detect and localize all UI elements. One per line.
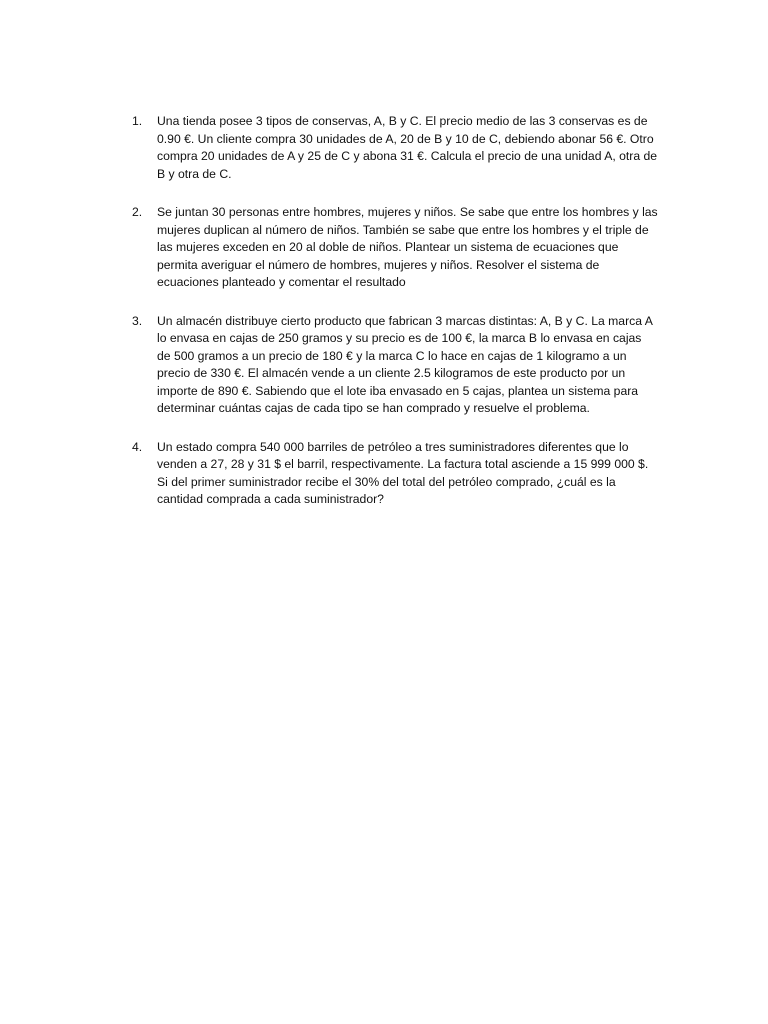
- problem-list: [132, 113, 658, 530]
- problem-item-1: [132, 113, 658, 183]
- problem-item-2: [132, 204, 658, 292]
- problem-item-3: [132, 313, 658, 418]
- problem-number: 3.: [132, 313, 143, 328]
- problem-number: 1.: [132, 114, 143, 128]
- problem-item-4: [132, 439, 658, 509]
- problem-number: 2.: [132, 205, 143, 219]
- problem-number: 4.: [132, 439, 143, 454]
- problem-text: Se juntan 30 personas entre hombres, mujeres y niños. Se sabe que entre los hombres y las mujeres duplican al número de niños. También se sabe que entre los hombres y el triple de las mujeres exceden en 20 al doble de niños. Plantear un sistema de ecuaciones que permita averiguar el número de hombres, mujeres y niños. Resolver el sistema de ecuaciones planteado y comentar el resultado: [157, 205, 658, 289]
- problem-text: Una tienda posee 3 tipos de conservas, A, B y C. El precio medio de las 3 conservas es de 0.90 €. Un cliente compra 30 unidades de A, 20 de B y 10 de C, debiendo abonar 56 €. Otro compra 20 unidades de A y 25 de C y abona 31 €. Calcula el precio de una unidad A, otra de B y otra de C.: [157, 114, 658, 181]
- problem-text: Un estado compra 540 000 barriles de petróleo a tres suministradores diferentes que lo venden a 27, 28 y 31 $ el barril, respectivamente. La factura total asciende a 15 999 000 $. Si del primer suministrador recibe el 30% del total del petróleo comprado, ¿cuál es la cantidad comprada a cada suministrador?: [157, 439, 649, 506]
- problem-text: Un almacén distribuye cierto producto que fabrican 3 marcas distintas: A, B y C. La marca A lo envasa en cajas de 250 gramos y su precio es de 100 €, la marca B lo envasa en cajas de 500 gramos a un precio de 180 € y la marca C lo hace en cajas de 1 kilogramo a un precio de 330 €. El almacén vende a un cliente 2.5 kilogramos de este producto por un importe de 890 €. Sabiendo que el lote iba envasado en 5 cajas, plantea un sistema para determinar cuántas cajas de cada tipo se han comprado y resuelve el problema.: [157, 313, 653, 415]
